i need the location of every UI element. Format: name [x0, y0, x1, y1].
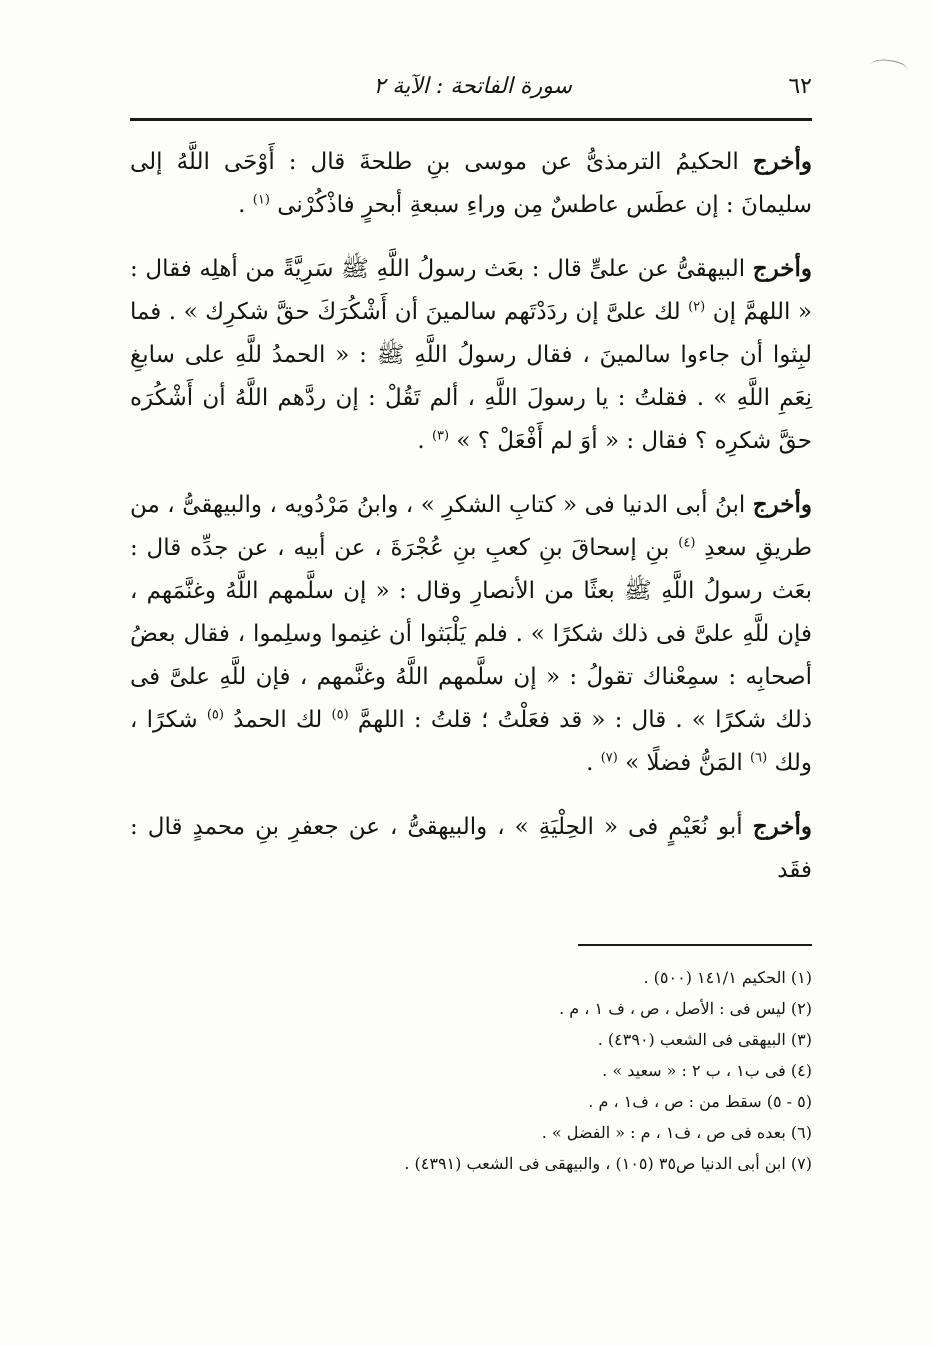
paragraph-text: .	[417, 428, 425, 454]
footnote: (١) الحكيم ١٤١/١ (٥٠٠) .	[643, 968, 812, 987]
paragraph-text: المَنُّ فضلًا »	[625, 750, 743, 776]
page-number: ٦٢	[788, 74, 812, 99]
paragraph-lead: وأخرج	[752, 148, 812, 175]
paragraph-text: شكرًا ، ولك	[130, 707, 812, 776]
footnote-ref: (٢)	[688, 299, 706, 315]
footnote-ref: (٥)	[206, 707, 224, 723]
paragraph-text: بنِ إسحاقَ بنِ كعبِ بنِ عُجْرَةَ ، عن أبيه ، عن جدِّه قال : بعَث رسولُ اللَّهِ ﷺ بعثًا من الأنصارِ وقال : « إن سلَّمهم اللَّهُ وغنَّمَهم ، فإن للَّهِ علىَّ فى ذلك شكرًا » . فلم يَلْبَثوا أن غنِموا وسلِموا ، فقال بعضُ أصحابِه : سمِعْناك تقولُ : « إن سلَّمهم اللَّهُ وغنَّمهم ، فإن للَّهِ علىَّ فى ذلك شكرًا » . قال : « قد فعَلْتُ ؛ قلتُ : اللهمَّ	[130, 535, 812, 733]
paragraph-text: لك علىَّ إن ردَدْتَهم سالمينَ أن أَشْكُرَكَ حقَّ شكرِك » . فما لبِثوا أن جاءوا سالمينَ ، فقال رسولُ اللَّهِ ﷺ : « الحمدُ للَّهِ على سابغِ نِعَمِ اللَّهِ » . فقلتُ : يا رسولَ اللَّهِ ، ألم تَقُلْ : إن ردَّهم اللَّهُ أن أَشْكُرَه حقَّ شكرِه ؟ فقال : « أوَ لم أَفْعَلْ ؟ »	[130, 299, 812, 454]
footnote: (٧) ابن أبى الدنيا ص٣٥ (١٠٥) ، والبيهقى فى الشعب (٤٣٩١) .	[404, 1154, 812, 1173]
footnote-ref: (٦)	[750, 750, 768, 766]
page-edge-mark	[869, 57, 909, 77]
paragraph-text: ابنُ أبى الدنيا فى « كتابِ الشكرِ » ، وابنُ مَرْدُويه ، والبيهقىُّ ، من طريقِ سعدِ	[130, 492, 812, 561]
paragraph-lead: وأخرج	[752, 255, 813, 282]
paragraph	[130, 805, 812, 892]
footnote-ref: (٥)	[331, 707, 349, 723]
running-title: سورة الفاتحة : الآية ٢	[373, 74, 572, 99]
footnote-ref: (٤)	[678, 535, 696, 551]
footnotes	[130, 962, 812, 1179]
footnote: (٤) فى ب١ ، ب ٢ : « سعيد » .	[602, 1061, 812, 1080]
paragraph-lead: وأخرج	[752, 491, 813, 518]
page-header	[130, 70, 812, 110]
footnote-ref: (١)	[252, 192, 270, 208]
paragraph-text: لك الحمدُ	[223, 707, 323, 733]
paragraph-text: الحكيمُ الترمذىُّ عن موسى بنِ طلحةَ قال : أَوْحَى اللَّهُ إلى سليمانَ : إن عطَس عاطسٌ مِن وراءِ سبعةِ أبحرٍ فاذْكُرْنى	[130, 149, 812, 218]
paragraph-text: .	[586, 750, 594, 776]
paragraph	[130, 483, 812, 785]
paragraph-text: أبو نُعَيْمٍ فى « الحِلْيَةِ » ، والبيهقىُّ ، عن جعفرِ بنِ محمدٍ قال : فقَد	[130, 814, 812, 883]
footnote: (٦) بعده فى ص ، ف١ ، م : « الفضل » .	[541, 1123, 812, 1142]
paragraph-lead: وأخرج	[752, 813, 812, 840]
footnote-ref: (٣)	[431, 428, 450, 444]
footnote-separator	[578, 944, 812, 946]
paragraph	[130, 140, 812, 227]
paragraph-text: .	[238, 192, 246, 218]
footnote: (٢) ليس فى : الأصل ، ص ، ف ١ ، م .	[559, 999, 812, 1018]
footnote: (٣) البيهقى فى الشعب (٤٣٩٠) .	[597, 1030, 812, 1049]
paragraph-text: البيهقىُّ عن علىٍّ قال : بعَث رسولُ اللَّهِ ﷺ سَرِيَّةً من أهلِه فقال : « اللهمَّ إن	[130, 256, 813, 325]
paragraph	[130, 247, 812, 463]
footnote-ref: (٧)	[600, 750, 618, 766]
header-rule	[130, 118, 812, 121]
footnote: (٥ - ٥) سقط من : ص ، ف١ ، م .	[588, 1092, 812, 1111]
main-text	[130, 140, 812, 912]
